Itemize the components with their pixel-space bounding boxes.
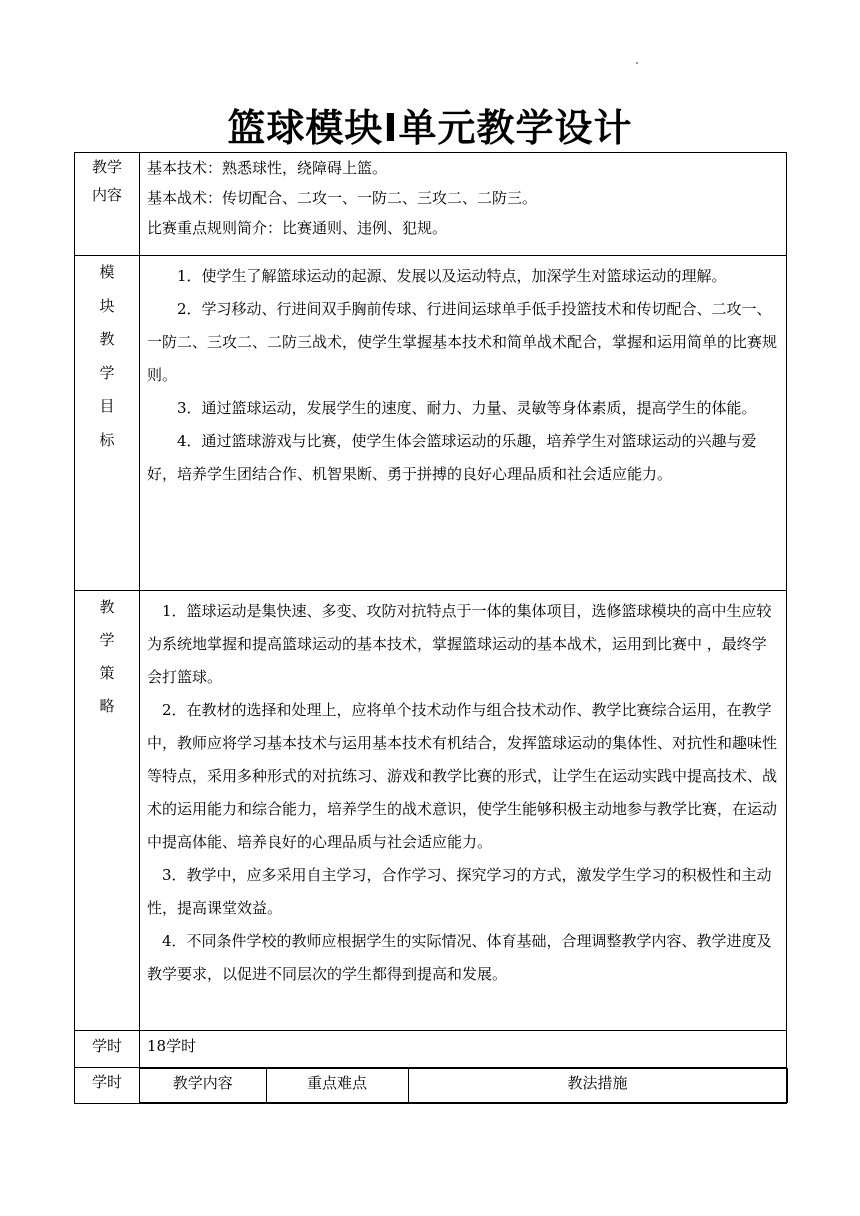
content-line: 基本技术：熟悉球性，绕障碍上篮。 [147,159,388,177]
row-teaching-content [75,153,787,256]
goal-paragraph: 1．使学生了解篮球运动的起源、发展以及运动特点，加深学生对篮球运动的理解。 [177,267,727,285]
header-class-hour: 学时 [75,1068,140,1104]
goal-paragraph: 3．通过篮球运动，发展学生的速度、耐力、力量、灵敏等身体素质，提高学生的体能。 [177,399,757,417]
label-char: 学 [99,631,115,649]
label-teaching-strategy [75,591,140,1031]
row-module-goals [75,256,787,591]
label-module-goals [75,256,140,591]
row-teaching-strategy [75,591,787,1031]
content-cell-teaching-content [140,153,787,256]
label-char: 教 [99,598,115,616]
lesson-header-table [140,1068,788,1103]
content-cell-teaching-strategy [140,591,787,1031]
label-char: 标 [99,430,115,449]
header-teaching-content: 教学内容 [140,1069,266,1103]
label-char: 教 [99,330,115,348]
label-teaching-content [75,153,140,256]
label-char: 学 [99,363,115,382]
strategy-paragraph: 3．教学中，应多采用自主学习，合作学习、探究学习的方式，激发学生学习的积极性和主动性，提高课堂效益。 [147,866,772,917]
label-char: 略 [99,697,115,715]
class-hours-value: 18学时 [140,1031,787,1068]
label-char: 策 [99,664,115,682]
label-line: 教学 [91,158,122,176]
strategy-paragraph: 1．篮球运动是集快速、多变、攻防对抗特点于一体的集体项目，选修篮球模块的高中生应较为系统地掌握和提高篮球运动的基本技术，掌握篮球运动的基本战术，运用到比赛中 ，最终学会打篮球。 [147,602,772,686]
label-char: 块 [99,296,115,315]
label-class-hours: 学时 [75,1031,140,1068]
strategy-paragraph: 4．不同条件学校的教师应根据学生的实际情况、体育基础，合理调整教学内容、教学进度及教学要求，以促进不同层次的学生都得到提高和发展。 [147,932,772,983]
label-char: 模 [99,263,115,281]
decorative-dot [636,62,638,64]
goal-paragraph: 4．通过篮球游戏与比赛，使学生体会篮球运动的乐趣，培养学生对篮球运动的兴趣与爱好，培养学生团结合作、机智果断、勇于拼搏的良好心理品质和社会适应能力。 [147,432,757,483]
page-title: 篮球模块Ⅰ单元教学设计 [227,106,633,150]
label-line: 内容 [91,186,122,204]
content-cell-module-goals [140,256,787,591]
row-class-hours [75,1031,787,1068]
strategy-paragraph: 2．在教材的选择和处理上，应将单个技术动作与组合技术动作、教学比赛综合运用，在教学中，教师应将学习基本技术与运用基本技术有机结合，发挥篮球运动的集体性、对抗性和趣味性等特点，采用多种形式的对抗练习、游戏和教学比赛的形式，让学生在运动实践中提高技术、战术的运用能力和综合能力，培养学生的战术意识，使学生能够积极主动地参与教学比赛，在运动中提高体能、培养良好的心理品质与社会适应能力。 [147,701,778,851]
goal-paragraph: 2．学习移动、行进间双手胸前传球、行进间运球单手低手投篮技术和传切配合、二攻一、一防二、三攻二、二防三战术，使学生掌握基本技术和简单战术配合，掌握和运用简单的比赛规则。 [147,300,778,384]
header-columns-cell [140,1068,787,1104]
header-teaching-methods: 教法措施 [408,1069,787,1103]
header-key-difficulties: 重点难点 [266,1069,408,1103]
row-lesson-header [75,1068,787,1104]
lesson-design-table [74,152,787,1104]
content-line: 比赛重点规则简介：比赛通则、违例、犯规。 [147,219,448,237]
label-char: 目 [99,397,115,415]
content-line: 基本战术：传切配合、二攻一、一防二、三攻二、二防三。 [147,189,538,207]
